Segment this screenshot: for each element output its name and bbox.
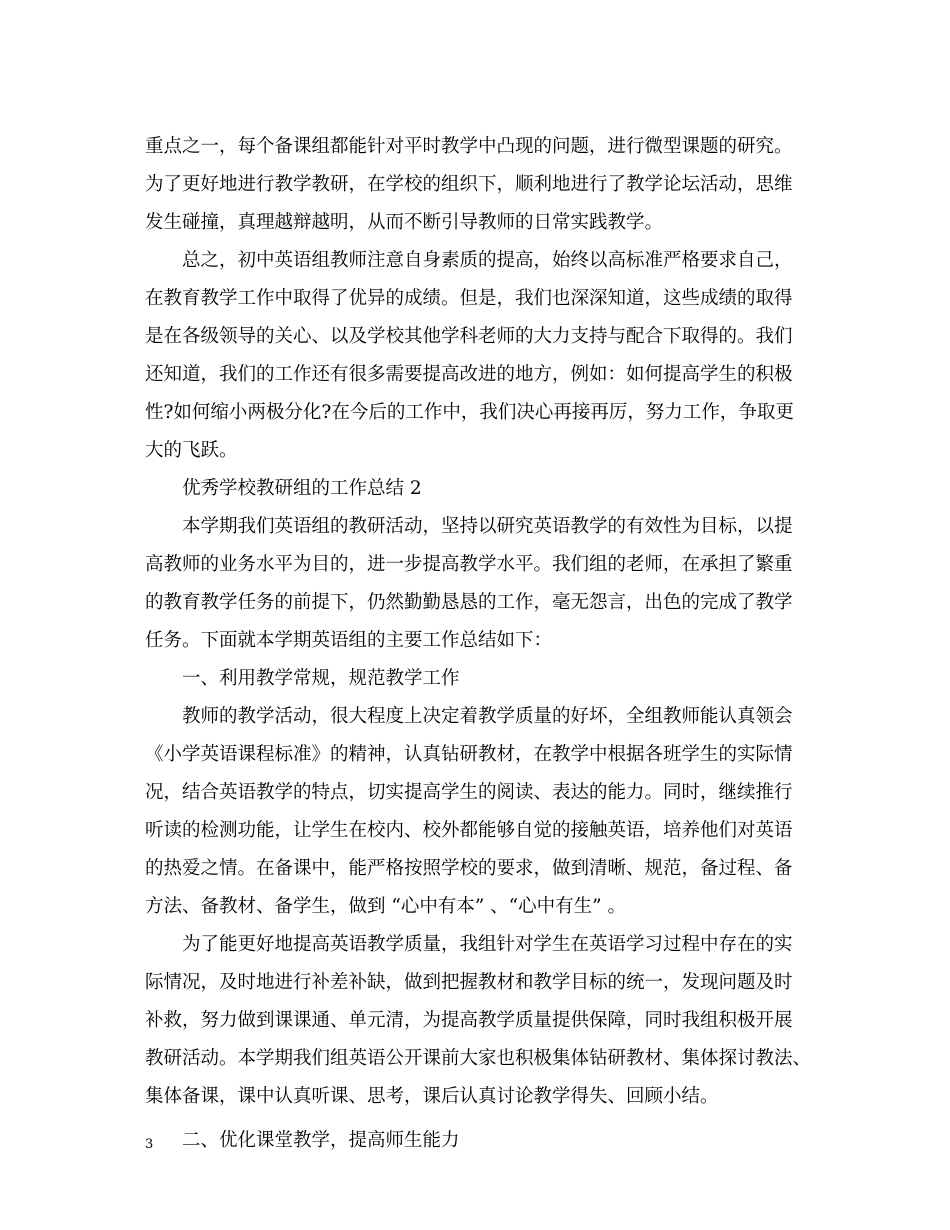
text-line: 听读的检测功能，让学生在校内、校外都能够自觉的接触英语，培养他们对英语 [145,820,793,841]
text-line: 的教育教学任务的前提下，仍然勤勤恳恳的工作，毫无怨言，出色的完成了教学 [145,592,793,613]
text-line: 总之，初中英语组教师注意自身素质的提高，始终以高标准严格要求自己， [182,250,793,271]
text-line: 还知道，我们的工作还有很多需要提高改进的地方，例如：如何提高学生的积极 [145,364,793,385]
text-line: 本学期我们英语组的教研活动，坚持以研究英语教学的有效性为目标，以提 [182,516,793,537]
text-line: 教师的教学活动，很大程度上决定着教学质量的好坏，全组教师能认真领会 [182,706,793,727]
text-line: 重点之一，每个备课组都能针对平时教学中凸现的问题，进行微型课题的研究。 [145,136,793,157]
text-line: 大的飞跃。 [145,440,238,461]
text-line: 一、利用教学常规，规范教学工作 [182,668,460,689]
text-line: 是在各级领导的关心、以及学校其他学科老师的大力支持与配合下取得的。我们 [145,326,793,347]
text-line: 集体备课，课中认真听课、思考，课后认真讨论教学得失、回顾小结。 [145,1086,719,1107]
text-line: 教研活动。本学期我们组英语公开课前大家也积极集体钻研教材、集体探讨教法、 [145,1048,812,1069]
text-line: 《小学英语课程标准》的精神，认真钻研教材，在教学中根据各班学生的实际情 [145,744,793,765]
text-line: 际情况，及时地进行补差补缺，做到把握教材和教学目标的统一，发现问题及时 [145,972,793,993]
text-line: 二、优化课堂教学，提高师生能力 [182,1130,460,1151]
text-line: 高教师的业务水平为目的，进一步提高教学水平。我们组的老师，在承担了繁重 [145,554,793,575]
text-line: 性?如何缩小两极分化?在今后的工作中，我们决心再接再厉，努力工作，争取更 [145,402,794,423]
text-line: 为了能更好地提高英语教学质量，我组针对学生在英语学习过程中存在的实 [182,934,793,955]
page-number: 3 [145,1137,154,1152]
text-line: 况，结合英语教学的特点，切实提高学生的阅读、表达的能力。同时，继续推行 [145,782,793,803]
text-line: 为了更好地进行教学教研，在学校的组织下，顺利地进行了教学论坛活动，思维 [145,174,793,195]
document-body [145,128,817,1160]
text-line: 任务。下面就本学期英语组的主要工作总结如下： [145,630,553,651]
text-line: 优秀学校教研组的工作总结 2 [182,478,422,499]
text-line: 在教育教学工作中取得了优异的成绩。但是，我们也深深知道，这些成绩的取得 [145,288,793,309]
text-line: 方法、备教材、备学生，做到 “心中有本” 、“心中有生” 。 [145,896,626,917]
text-line: 的热爱之情。在备课中，能严格按照学校的要求，做到清晰、规范，备过程、备 [145,858,793,879]
text-line: 补救，努力做到课课通、单元清，为提高教学质量提供保障，同时我组积极开展 [145,1010,793,1031]
text-line: 发生碰撞，真理越辩越明，从而不断引导教师的日常实践教学。 [145,212,664,233]
